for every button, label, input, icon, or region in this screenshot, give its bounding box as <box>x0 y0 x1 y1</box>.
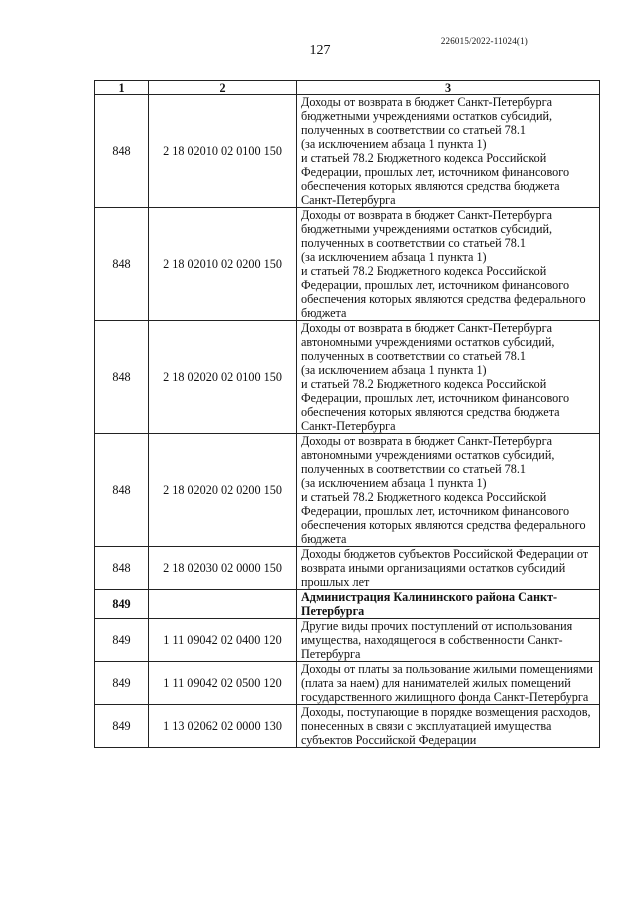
table-row <box>95 619 600 662</box>
admin-code-cell: 848 <box>95 208 149 321</box>
table-row <box>95 662 600 705</box>
description-cell: Другие виды прочих поступлений от использования имущества, находящегося в собственности Санкт-Петербурга <box>297 619 600 662</box>
admin-code-cell: 848 <box>95 434 149 547</box>
table-header-row <box>95 81 600 95</box>
budget-code-cell: 1 13 02062 02 0000 130 <box>149 705 297 748</box>
budget-code-cell: 1 11 09042 02 0500 120 <box>149 662 297 705</box>
table-row <box>95 547 600 590</box>
table-row <box>95 590 600 619</box>
budget-code-cell <box>149 590 297 619</box>
admin-code-cell: 849 <box>95 619 149 662</box>
budget-code-cell: 2 18 02020 02 0200 150 <box>149 434 297 547</box>
table-body <box>95 95 600 748</box>
page-number: 127 <box>309 43 331 58</box>
description-cell: Доходы от возврата в бюджет Санкт-Петербурга бюджетными учреждениями остатков субсидий, полученных в соответствии со статьей 78.1 (за исключением абзаца 1 пункта 1) и статьей 78.2 Бюджетного кодекса Российской Федерации, прошлых лет, источником финансового обеспечения которых являются средства бюджета Санкт-Петербурга <box>297 95 600 208</box>
description-cell: Администрация Калининского района Санкт-Петербурга <box>297 590 600 619</box>
admin-code-cell: 848 <box>95 321 149 434</box>
description-cell: Доходы от возврата в бюджет Санкт-Петербурга автономными учреждениями остатков субсидий, полученных в соответствии со статьей 78.1 (за исключением абзаца 1 пункта 1) и статьей 78.2 Бюджетного кодекса Российской Федерации, прошлых лет, источником финансового обеспечения которых являются средства бюджета Санкт-Петербурга <box>297 321 600 434</box>
description-cell: Доходы от платы за пользование жилыми помещениями (плата за наем) для нанимателей жилых помещений государственного жилищного фонда Санкт-Петербурга <box>297 662 600 705</box>
description-cell: Доходы от возврата в бюджет Санкт-Петербурга бюджетными учреждениями остатков субсидий, полученных в соответствии со статьей 78.1 (за исключением абзаца 1 пункта 1) и статьей 78.2 Бюджетного кодекса Российской Федерации, прошлых лет, источником финансового обеспечения которых являются средства федерального бюджета <box>297 208 600 321</box>
budget-code-cell: 2 18 02030 02 0000 150 <box>149 547 297 590</box>
column-header-1: 1 <box>95 81 149 95</box>
budget-classification-table <box>94 80 600 748</box>
budget-code-cell: 1 11 09042 02 0400 120 <box>149 619 297 662</box>
budget-code-cell: 2 18 02020 02 0100 150 <box>149 321 297 434</box>
budget-code-cell: 2 18 02010 02 0200 150 <box>149 208 297 321</box>
table-row <box>95 434 600 547</box>
admin-code-cell: 849 <box>95 590 149 619</box>
description-cell: Доходы бюджетов субъектов Российской Федерации от возврата иными организациями остатков субсидий прошлых лет <box>297 547 600 590</box>
table-row <box>95 321 600 434</box>
table-row <box>95 705 600 748</box>
table-row <box>95 95 600 208</box>
description-cell: Доходы от возврата в бюджет Санкт-Петербурга автономными учреждениями остатков субсидий, полученных в соответствии со статьей 78.1 (за исключением абзаца 1 пункта 1) и статьей 78.2 Бюджетного кодекса Российской Федерации, прошлых лет, источником финансового обеспечения которых являются средства федерального бюджета <box>297 434 600 547</box>
description-cell: Доходы, поступающие в порядке возмещения расходов, понесенных в связи с эксплуатацией имущества субъектов Российской Федерации <box>297 705 600 748</box>
admin-code-cell: 849 <box>95 705 149 748</box>
admin-code-cell: 848 <box>95 547 149 590</box>
table-row <box>95 208 600 321</box>
column-header-3: 3 <box>297 81 600 95</box>
admin-code-cell: 848 <box>95 95 149 208</box>
document-id: 226015/2022-11024(1) <box>440 36 528 46</box>
admin-code-cell: 849 <box>95 662 149 705</box>
column-header-2: 2 <box>149 81 297 95</box>
budget-code-cell: 2 18 02010 02 0100 150 <box>149 95 297 208</box>
